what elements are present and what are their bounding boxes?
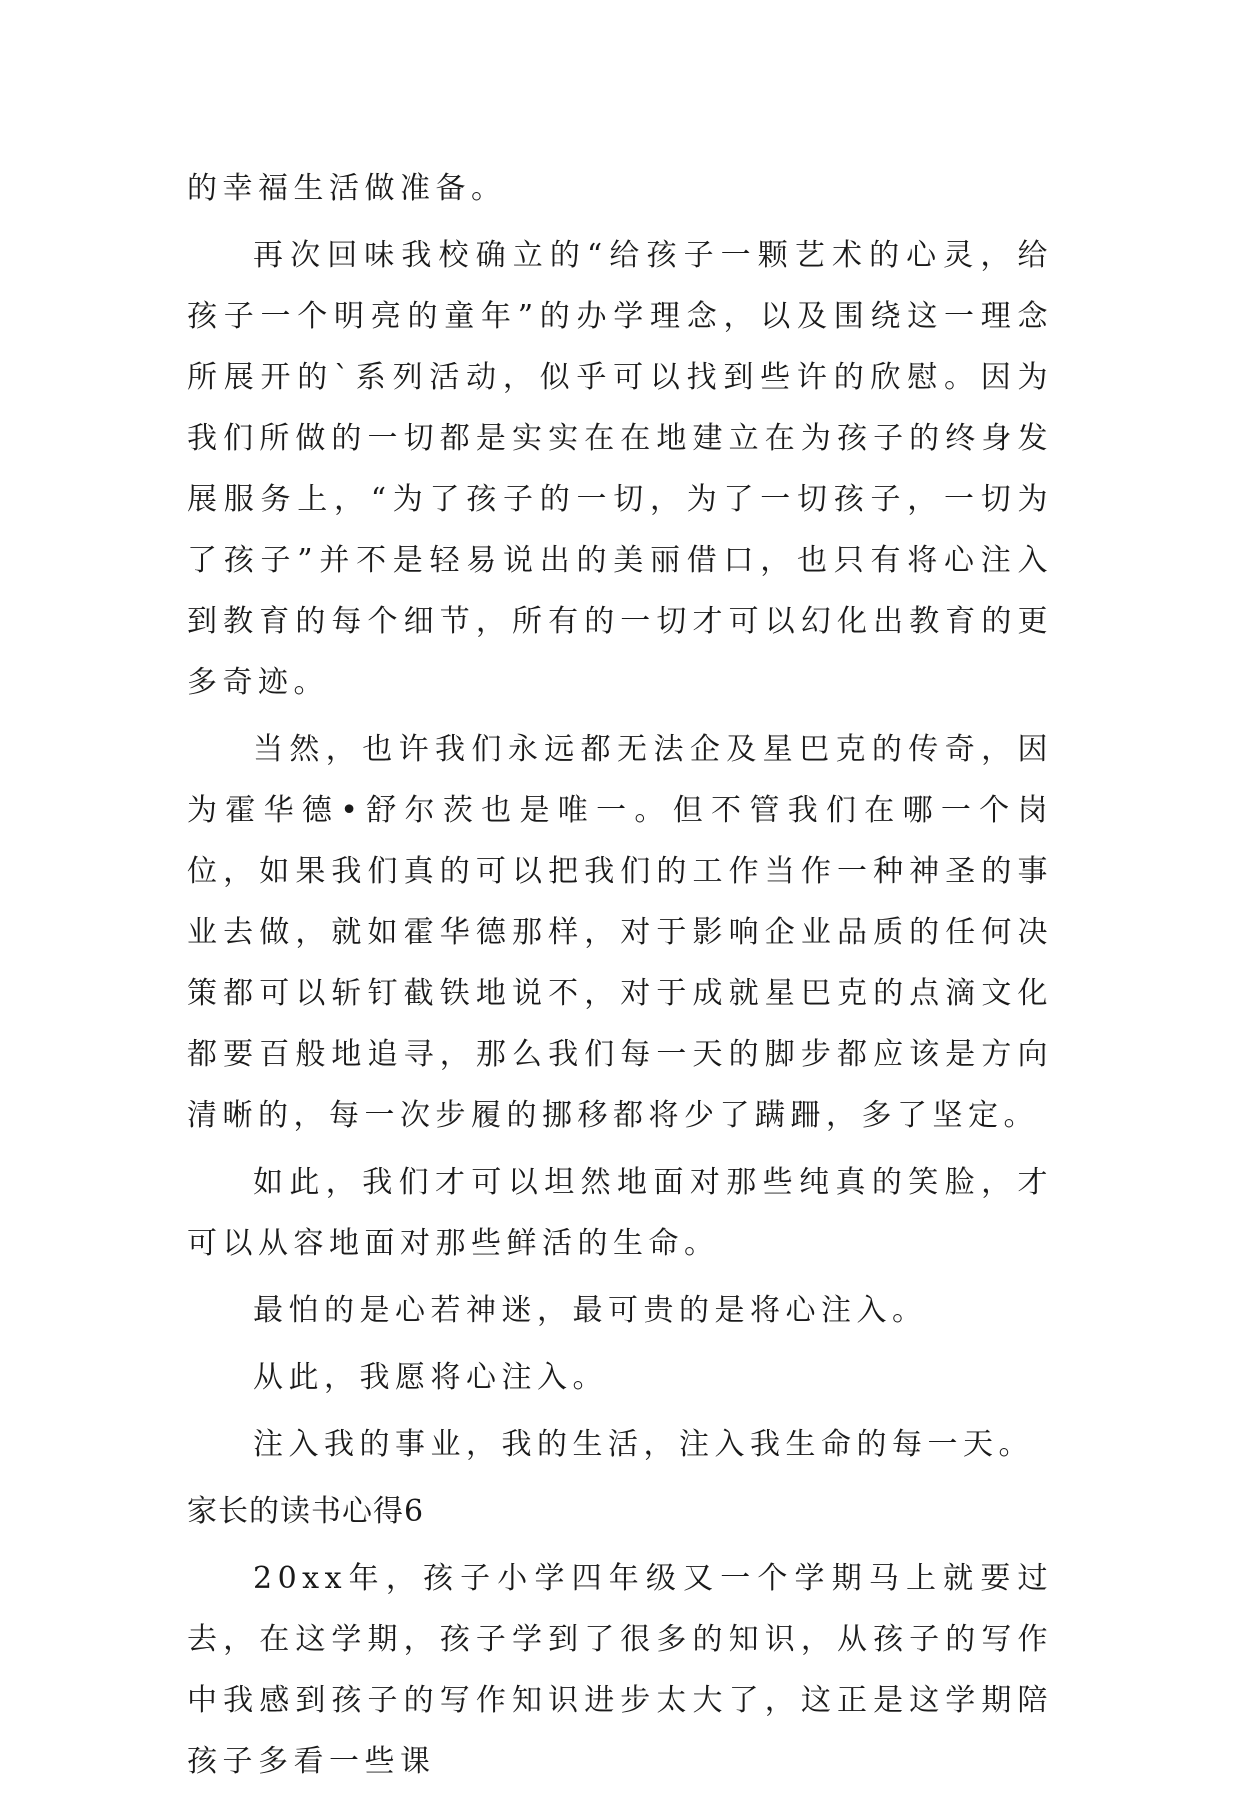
- section-paragraph-1: 20xx年，孩子小学四年级又一个学期马上就要过去，在这学期，孩子学到了很多的知识，从孩子的写作中我感到孩子的写作知识进步太大了，这正是这学期陪孩子多看一些课: [187, 1561, 1053, 1779]
- paragraph-4: 如此，我们才可以坦然地面对那些纯真的笑脸，才可以从容地面对那些鲜活的生命。: [187, 1165, 1053, 1261]
- paragraph-3: 当然，也许我们永远都无法企及星巴克的传奇，因为霍华德•舒尔茨也是唯一。但不管我们在哪一个岗位，如果我们真的可以把我们的工作当作一种神圣的事业去做，就如霍华德那样，对于影响企业品质的任何决策都可以斩钉截铁地说不，对于成就星巴克的点滴文化都要百般地追寻，那么我们每一天的脚步都应该是方向清晰的，每一次步履的挪移都将少了蹒跚，多了坚定。: [187, 732, 1053, 1133]
- paragraph-7: 注入我的事业，我的生活，注入我生命的每一天。: [253, 1427, 1034, 1462]
- document-body: [187, 158, 1053, 1798]
- paragraph-5: 最怕的是心若神迷，最可贵的是将心注入。: [253, 1293, 928, 1328]
- paragraph-6: 从此，我愿将心注入。: [253, 1360, 608, 1395]
- section-heading: 家长的读书心得6: [187, 1494, 425, 1529]
- paragraph-1: 的幸福生活做准备。: [187, 171, 507, 206]
- paragraph-2: 再次回味我校确立的“给孩子一颗艺术的心灵，给孩子一个明亮的童年”的办学理念，以及围绕这一理念所展开的`系列活动，似乎可以找到些许的欣慰。因为我们所做的一切都是实实在在地建立在为孩子的终身发展服务上，“为了孩子的一切，为了一切孩子，一切为了孩子”并不是轻易说出的美丽借口，也只有将心注入到教育的每个细节，所有的一切才可以幻化出教育的更多奇迹。: [187, 238, 1053, 700]
